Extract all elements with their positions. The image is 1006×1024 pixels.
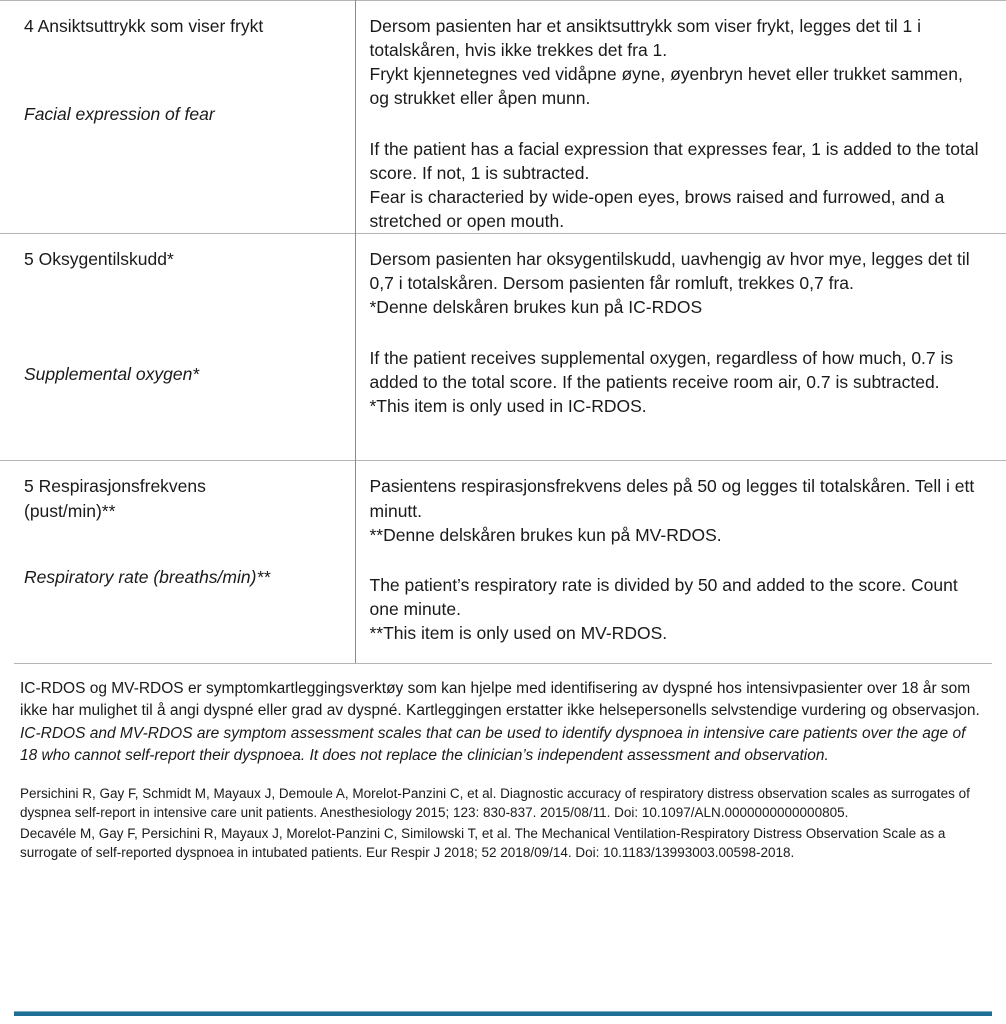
- footer-description-english: IC-RDOS and MV-RDOS are symptom assessment scales that can be used to identify dyspnoea in intensive care patients over the age of 18 who cannot self-report their dyspnoea. It does not replace the clinician’s independent assessment and observation.: [20, 724, 966, 765]
- bottom-accent-rule: [14, 1011, 992, 1016]
- description-norwegian-p1: Dersom pasienten har oksygentilskudd, uavhengig av hvor mye, legges det til 0,7 i totalskåren. Dersom pasienten får romluft, trekkes 0,7 fra.: [369, 249, 970, 294]
- spacer: [24, 386, 339, 460]
- spacer: [24, 589, 339, 663]
- table-row: [0, 234, 1006, 461]
- description-cell: [355, 1, 1006, 234]
- description-norwegian-p2: **Denne delskåren brukes kun på MV-RDOS.: [369, 524, 722, 545]
- description-cell: [355, 461, 1006, 663]
- spacer: [370, 320, 987, 346]
- description-norwegian-p2: *Denne delskåren brukes kun på IC-RDOS: [369, 297, 703, 318]
- term-cell: [0, 234, 355, 461]
- term-norwegian: 5 Oksygentilskudd*: [24, 249, 174, 270]
- spacer: [24, 271, 339, 362]
- spacer: [370, 547, 987, 573]
- term-english: Facial expression of fear: [24, 104, 215, 125]
- description-english-p2: **This item is only used on MV-RDOS.: [369, 623, 668, 644]
- reference-list: [20, 784, 986, 863]
- description-english-p1: The patient’s respiratory rate is divided by 50 and added to the score. Count one minute.: [369, 574, 958, 619]
- term-english: Supplemental oxygen*: [24, 364, 200, 385]
- spacer: [24, 523, 339, 565]
- spacer: [370, 111, 987, 137]
- spacer: [24, 126, 339, 200]
- term-norwegian: 5 Respirasjonsfrekvens (pust/min)**: [24, 476, 206, 521]
- spacer: [24, 38, 339, 102]
- table-row: [0, 461, 1006, 663]
- term-english: Respiratory rate (breaths/min)**: [24, 566, 271, 587]
- term-norwegian: 4 Ansiktsuttrykk som viser frykt: [24, 16, 264, 36]
- footer-section: [14, 663, 992, 863]
- term-cell: [0, 1, 355, 234]
- description-norwegian-p2: Frykt kjennetegnes ved vidåpne øyne, øyenbryn hevet eller trukket sammen, og strukket eller åpen munn.: [369, 64, 963, 109]
- description-cell: [355, 234, 1006, 461]
- footer-description-norwegian: IC-RDOS og MV-RDOS er symptomkartleggingsverktøy som kan hjelpe med identifisering av dyspné hos intensivpasienter over 18 år som ikke har mulighet til å angi dyspné eller grad av dyspné. Kartleggingen erstatter ikke helsepersonells selvstendige vurdering og observasjon.: [20, 679, 980, 720]
- description-norwegian-p1: Pasientens respirasjonsfrekvens deles på 50 og legges til totalskåren. Tell i ett minutt.: [369, 476, 975, 521]
- reference-item: Persichini R, Gay F, Schmidt M, Mayaux J, Demoule A, Morelot-Panzini C, et al. Diagnostic accuracy of respiratory distress observation scales as surrogates of dyspnea self-report in intensive care unit patients. Anesthesiology 2015; 123: 830-837. 2015/08/11. Doi: 10.1097/ALN.0000000000000805.: [20, 785, 970, 820]
- description-english-p1: If the patient receives supplemental oxygen, regardless of how much, 0.7 is added to the total score. If the patients receive room air, 0.7 is subtracted.: [369, 347, 954, 392]
- description-english-p2: Fear is characteried by wide-open eyes, brows raised and furrowed, and a stretched or open mouth.: [369, 186, 945, 231]
- description-english-p1: If the patient has a facial expression that expresses fear, 1 is added to the total score. If not, 1 is subtracted.: [369, 138, 979, 183]
- description-norwegian-p1: Dersom pasienten har et ansiktsuttrykk som viser frykt, legges det til 1 i totalskåren, hvis ikke trekkes det fra 1.: [369, 16, 921, 61]
- reference-item: Decavéle M, Gay F, Persichini R, Mayaux J, Morelot-Panzini C, Similowski T, et al. The Mechanical Ventilation-Respiratory Distress Observation Scale as a surrogate of self-reported dyspnoea in intubated patients. Eur Respir J 2018; 52 2018/09/14. Doi: 10.1183/13993003.00598-2018.: [20, 826, 946, 861]
- description-english-p2: *This item is only used in IC-RDOS.: [369, 395, 647, 416]
- term-cell: [0, 461, 355, 663]
- table-row: [0, 1, 1006, 234]
